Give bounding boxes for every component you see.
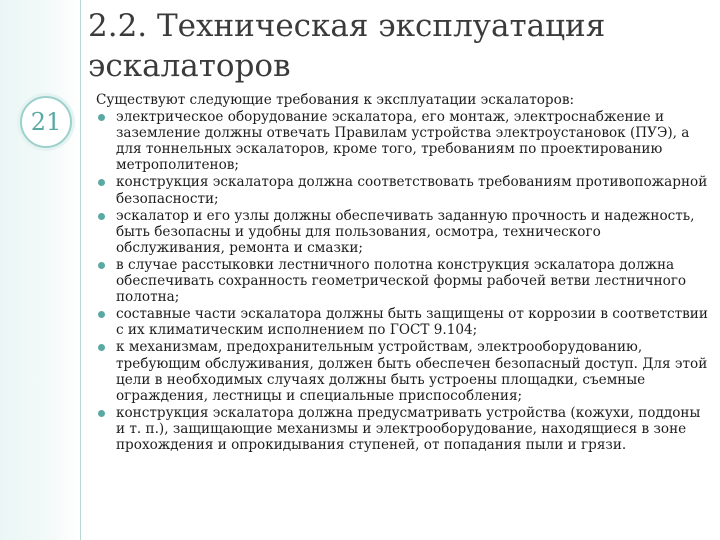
list-item <box>96 405 708 453</box>
intro-text: Существуют следующие требования к эксплуатации эскалаторов: <box>96 92 575 108</box>
bullet-icon <box>98 213 105 220</box>
list-item <box>96 257 708 305</box>
list-item-text: составные части эскалатора должны быть защищены от коррозии в соответствии с их климатическим исполнением по ГОСТ 9.104; <box>116 306 708 339</box>
list-item <box>96 174 708 206</box>
slide-number-badge <box>20 96 72 148</box>
list-item <box>96 339 708 403</box>
list-item-text: электрическое оборудование эскалатора, его монтаж, электроснабжение и заземление должны отвечать Правилам устройства электроустановок (ПУЭ), а для тоннельных эскалаторов, кроме того, требованиям по проектированию метрополитенов; <box>116 109 690 174</box>
slide-sidebar <box>0 0 80 540</box>
list-item <box>96 109 708 173</box>
list-item <box>96 208 708 256</box>
sidebar-divider <box>80 0 81 540</box>
bullet-icon <box>98 410 105 417</box>
list-item-text: эскалатор и его узлы должны обеспечивать заданную прочность и надежность, быть безопасны и удобны для пользования, осмотра, технического обслуживания, ремонта и смазки; <box>116 207 695 256</box>
slide-content <box>96 92 708 454</box>
bullet-icon <box>98 311 105 318</box>
list-item-text: конструкция эскалатора должна соответствовать требованиям противопожарной безопасности; <box>116 174 708 207</box>
slide-number: 21 <box>30 108 62 136</box>
list-item-text: конструкция эскалатора должна предусматривать устройства (кожухи, поддоны и т. п.), защищающие механизмы и электрооборудование, находящиеся в зоне прохождения и опрокидывания ступеней, от попадания пыли и грязи. <box>116 404 701 453</box>
list-item-text: в случае расстыковки лестничного полотна конструкция эскалатора должна обеспечивать сохранность геометрической формы рабочей ветви лестничного полотна; <box>116 256 687 306</box>
list-item <box>96 306 708 338</box>
bullet-icon <box>98 114 105 121</box>
requirements-list <box>96 109 708 453</box>
bullet-icon <box>98 344 105 351</box>
bullet-icon <box>98 262 105 269</box>
slide-title: 2.2. Техническая эксплуатация эскалаторов <box>88 8 606 84</box>
bullet-icon <box>98 179 105 186</box>
list-item-text: к механизмам, предохранительным устройствам, электрооборудованию, требующим обслуживания, должен быть обеспечен безопасный доступ. Для этой цели в необходимых случаях должны быть устроены площадки, съемные ограждения, лестницы и специальные приспособления; <box>116 339 708 404</box>
